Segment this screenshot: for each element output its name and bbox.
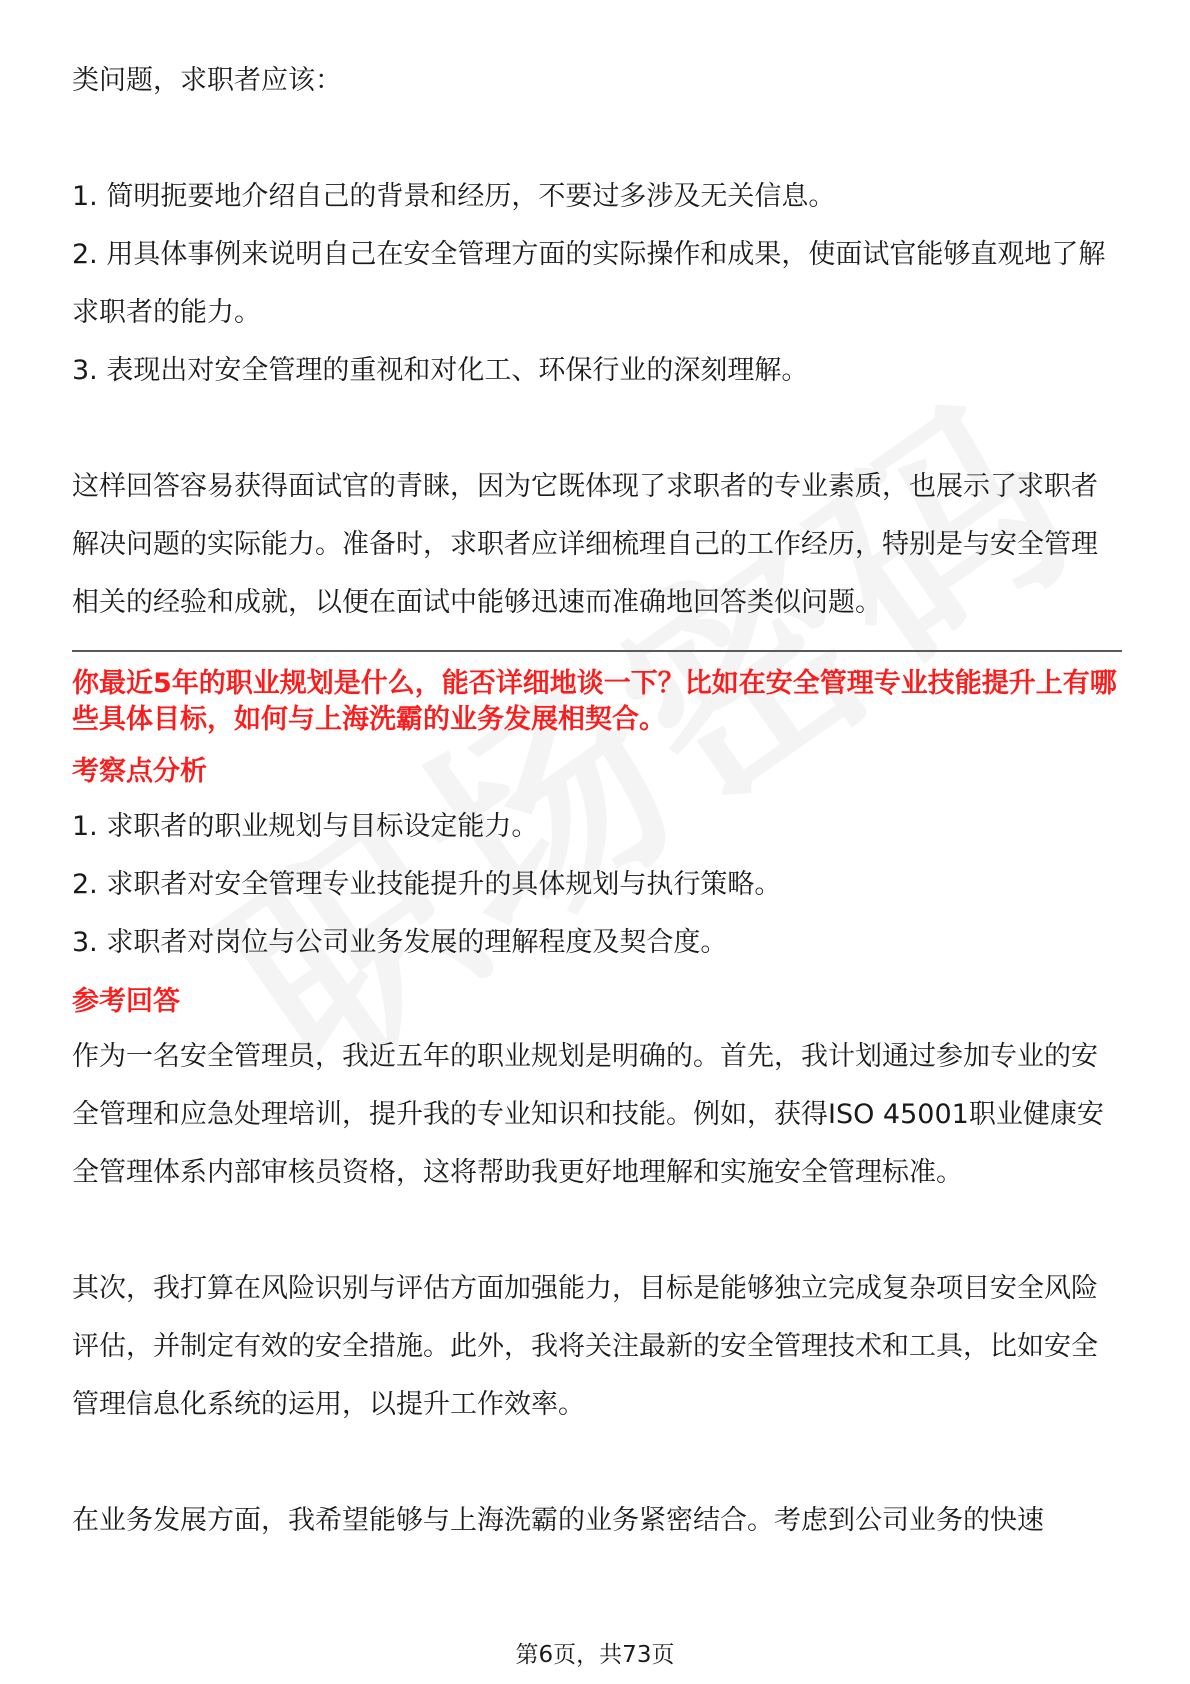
spacer (72, 1434, 1122, 1492)
question-title: 你最近5年的职业规划是什么，能否详细地谈一下？比如在安全管理专业技能提升上有哪些具体目标，如何与上海洗霸的业务发展相契合。 (72, 668, 1117, 735)
document-body (72, 52, 1122, 1550)
spacer (72, 400, 1122, 458)
list-item: 1. 求职者的职业规划与目标设定能力。 (72, 811, 539, 842)
intro-line: 类问题，求职者应该： (72, 65, 342, 96)
answer-paragraph: 在业务发展方面，我希望能够与上海洗霸的业务紧密结合。考虑到公司业务的快速 (72, 1505, 1044, 1536)
section-divider (72, 650, 1122, 652)
list-item: 2. 用具体事例来说明自己在安全管理方面的实际操作和成果，使面试官能够直观地了解求职者的能力。 (72, 239, 1106, 328)
list-item: 3. 求职者对岗位与公司业务发展的理解程度及契合度。 (72, 927, 728, 958)
list-item: 3. 表现出对安全管理的重视和对化工、环保行业的深刻理解。 (72, 355, 809, 386)
spacer (72, 110, 1122, 168)
list-item: 1. 简明扼要地介绍自己的背景和经历，不要过多涉及无关信息。 (72, 181, 836, 212)
answer-paragraph: 其次，我打算在风险识别与评估方面加强能力，目标是能够独立完成复杂项目安全风险评估，并制定有效的安全措施。此外，我将关注最新的安全管理技术和工具，比如安全管理信息化系统的运用，以提升工作效率。 (72, 1273, 1098, 1420)
analysis-heading: 考察点分析 (72, 756, 207, 787)
page-number: 第6页，共73页 (515, 1642, 675, 1668)
summary-paragraph: 这样回答容易获得面试官的青睐，因为它既体现了求职者的专业素质，也展示了求职者解决问题的实际能力。准备时，求职者应详细梳理自己的工作经历，特别是与安全管理相关的经验和成就，以便在面试中能够迅速而准确地回答类似问题。 (72, 471, 1098, 618)
spacer (72, 1202, 1122, 1260)
answer-heading: 参考回答 (72, 986, 180, 1017)
list-item: 2. 求职者对安全管理专业技能提升的具体规划与执行策略。 (72, 869, 782, 900)
answer-paragraph: 作为一名安全管理员，我近五年的职业规划是明确的。首先，我计划通过参加专业的安全管理和应急处理培训，提升我的专业知识和技能。例如，获得ISO 45001职业健康安全管理体系内部审核员资格，这将帮助我更好地理解和实施安全管理标准。 (72, 1041, 1104, 1188)
